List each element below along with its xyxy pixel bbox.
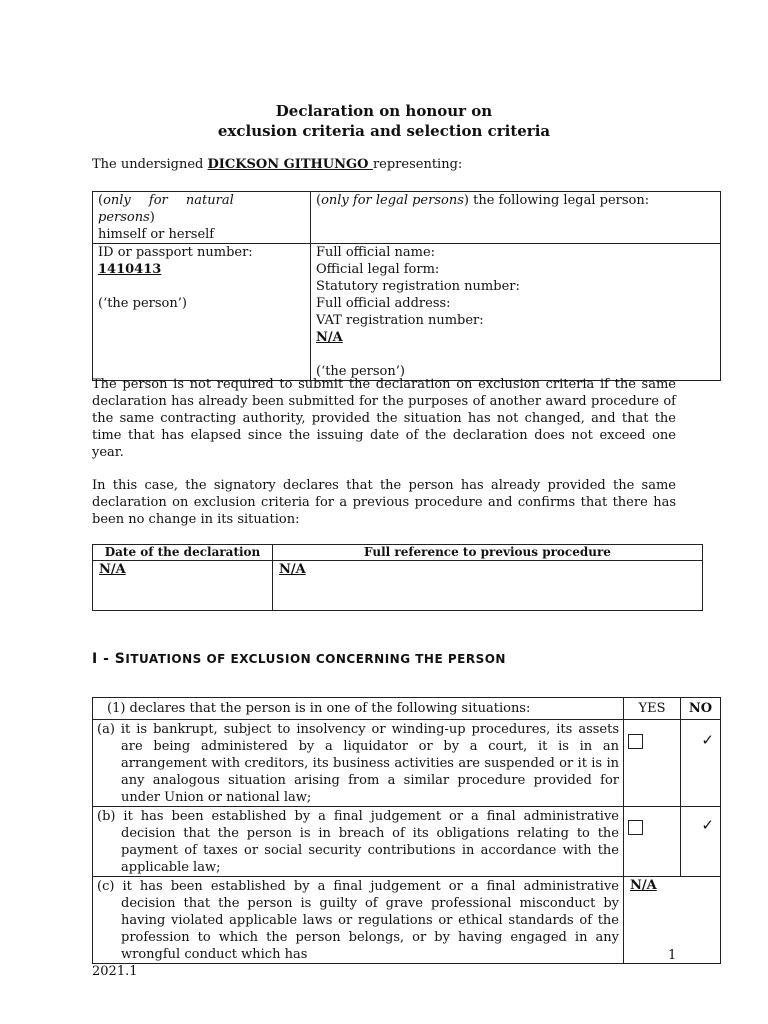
- id-label: ID or passport number:: [98, 245, 253, 260]
- situation-b-no-checkmark-icon[interactable]: ✓: [701, 816, 714, 834]
- intro-prefix: The undersigned: [92, 157, 208, 172]
- legal-field-address: Full official address:: [316, 296, 451, 311]
- situation-b-text: (b) it has been established by a final judgement or a final administrative decision that the person is in breach of its obligations relating to the payment of taxes or social security contributions in accordance with the applicable law;: [97, 809, 619, 875]
- legal-header-italic: only for legal persons: [321, 193, 464, 208]
- legal-person-cell: [311, 244, 721, 381]
- legal-person-header: (only for legal persons) the following legal person:: [311, 192, 721, 244]
- id-value: 1410413: [98, 262, 162, 277]
- situation-row-a: [93, 720, 624, 807]
- situation-a-no-checkmark-icon[interactable]: ✓: [701, 731, 714, 749]
- yes-column-header: YES: [624, 698, 681, 720]
- legal-field-form: Official legal form:: [316, 262, 440, 277]
- reference-value: N/A: [279, 562, 306, 577]
- natural-header-rest: himself or herself: [98, 227, 215, 242]
- section-heading: I - SITUATIONS OF EXCLUSION CONCERNING THE PERSON: [92, 651, 506, 667]
- situation-b-yes-checkbox[interactable]: [628, 820, 643, 835]
- paragraph-signatory: In this case, the signatory declares that the person has already provided the same declaration on exclusion criteria for a previous procedure and confirms that there has been no change in its situation:: [92, 478, 676, 527]
- legal-field-name: Full official name:: [316, 245, 436, 260]
- exclusion-situations-table: [92, 697, 721, 964]
- natural-person-header: (only for natural persons) himself or herself: [93, 192, 311, 244]
- situations-header: (1) declares that the person is in one of the following situations:: [93, 698, 624, 720]
- document-version: 2021.1: [92, 964, 138, 979]
- legal-value: N/A: [316, 330, 343, 345]
- legal-field-vat: VAT registration number:: [316, 313, 484, 328]
- date-column-header: Date of the declaration: [93, 545, 273, 561]
- situation-row-c: [93, 877, 624, 964]
- legal-field-registration: Statutory registration number:: [316, 279, 520, 294]
- situation-row-b: [93, 807, 624, 877]
- date-value: N/A: [99, 562, 126, 577]
- previous-procedure-table: [92, 544, 703, 611]
- situation-c-text: (c) it has been established by a final judgement or a final administrative decision that the person is guilty of grave professional misconduct by having violated applicable laws or regulations or ethical standards of the profession to which the person belongs, or by having engaged in any wrongful conduct which has: [97, 879, 619, 962]
- situation-a-yes-checkbox[interactable]: [628, 734, 643, 749]
- title-line-1: Declaration on honour on: [275, 102, 493, 120]
- situation-c-value: N/A: [630, 878, 657, 893]
- page-number: 1: [668, 948, 677, 963]
- the-person-right: (‘the person’): [316, 364, 405, 379]
- title-line-2: exclusion criteria and selection criteria: [217, 122, 551, 140]
- the-person-left: (‘the person’): [98, 296, 187, 311]
- person-table: [92, 191, 721, 381]
- intro-line: [92, 156, 462, 173]
- intro-suffix: representing:: [372, 157, 463, 172]
- situation-a-text: (a) it is bankrupt, subject to insolvency or winding-up procedures, its assets are being administered by a liquidator or by a court, it is in an arrangement with creditors, its business activities are suspended or it is in any analogous situation arising from a similar procedure provided for under Union or national law;: [97, 722, 619, 805]
- natural-person-cell: [93, 244, 311, 381]
- reference-column-header: Full reference to previous procedure: [273, 545, 703, 561]
- natural-header-italic: only for natural persons: [98, 193, 234, 225]
- paragraph-previous-declaration: The person is not required to submit the declaration on exclusion criteria if the same declaration has already been submitted for the purposes of another award procedure of the same contracting authority, provided the situation has not changed, and that the time that has elapsed since the issuing date of the declaration does not exceed one year.: [92, 377, 676, 460]
- legal-header-rest: the following legal person:: [468, 193, 650, 208]
- no-column-header: NO: [681, 698, 721, 720]
- signatory-name: DICKSON GITHUNGO: [207, 157, 373, 172]
